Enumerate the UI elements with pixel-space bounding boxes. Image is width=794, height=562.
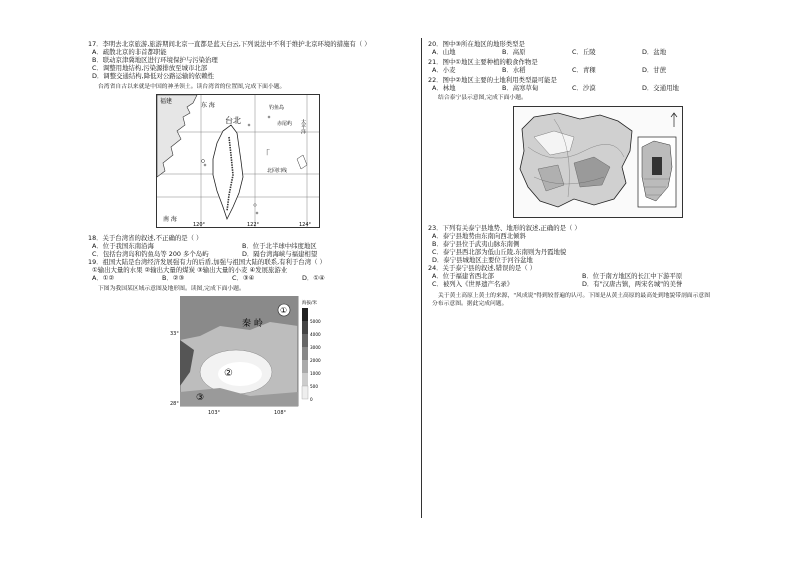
question-24-option-b: B．位于南方地区的长江中下游平原 bbox=[582, 272, 683, 280]
question-21-option-c: C．青稞 bbox=[572, 66, 596, 74]
legend-1000: 1000 bbox=[310, 371, 321, 376]
question-17-option-c: C．调整用地结构,污染源排放至城市北部 bbox=[92, 64, 208, 72]
question-24-options-row2 bbox=[428, 280, 738, 288]
question-23-stem: 23．下列有关泰宁县地势、地形的叙述,正确的是（ ） bbox=[428, 224, 581, 232]
tropic-label: 北回归线 bbox=[267, 168, 288, 174]
question-21-option-d: D．甘蔗 bbox=[642, 66, 667, 74]
question-20-option-a: A．山地 bbox=[432, 48, 456, 56]
question-17-option-a: A．疏散北京的非首都职能 bbox=[92, 48, 167, 56]
question-23-option-a: A．泰宁县地势由东南向西北倾斜 bbox=[432, 232, 526, 240]
south-sea-label: 南 海 bbox=[163, 216, 177, 223]
legend-title: 海拔/米 bbox=[302, 301, 318, 306]
question-18-options-row2 bbox=[88, 250, 413, 258]
column-divider bbox=[421, 38, 422, 518]
legend-500: 500 bbox=[310, 384, 318, 389]
question-22-option-b: B．高寒草甸 bbox=[502, 84, 539, 92]
lon-122-label: 122° bbox=[247, 222, 260, 227]
question-20-option-d: D．盆地 bbox=[642, 48, 667, 56]
legend-0: 0 bbox=[310, 397, 313, 402]
question-24-option-d: D．有"汉唐古镇，两宋名城"的美誉 bbox=[582, 280, 683, 288]
question-19-items: ①输出大量的水果 ②输出大量的煤炭 ③输出大量的小麦 ④发展旅游业 bbox=[92, 266, 288, 274]
region-mark-2: ② bbox=[224, 368, 233, 379]
question-20-option-b: B．高原 bbox=[502, 48, 526, 56]
lat-28-label: 28° bbox=[170, 401, 179, 407]
question-18-options-row1 bbox=[88, 242, 413, 250]
taiwan-location-map bbox=[156, 94, 320, 228]
chiwei-label: 赤尾屿 bbox=[277, 121, 293, 127]
question-17-option-d: D．调整交通结构,降低对公路运输的依赖性 bbox=[92, 72, 214, 80]
question-22-options bbox=[428, 84, 738, 92]
question-24-option-a: A．位于福建省西北部 bbox=[432, 272, 494, 280]
taining-intro: 结合泰宁县示意图,完成下面小题。 bbox=[438, 95, 527, 101]
question-19-option-b: B．②③ bbox=[162, 274, 185, 282]
question-24-option-c: C．被列入《世界遗产名录》 bbox=[432, 280, 514, 288]
taining-map-svg bbox=[514, 107, 682, 217]
lon-124-label: 124° bbox=[299, 222, 312, 227]
region-mark-1: ① bbox=[280, 306, 288, 315]
question-20-option-c: C．丘陵 bbox=[572, 48, 596, 56]
question-19-options bbox=[88, 274, 413, 282]
question-17-stem: 17．李明去北京旅游,旅游期间北京一直都是蓝天白云,下列说法中不利于维护北京环境的措施有（ ） bbox=[88, 40, 371, 48]
question-18-option-c: C．包括台湾岛和钓鱼岛等 200 多个岛屿 bbox=[92, 250, 209, 258]
question-23-option-c: C．泰宁县西北部为低山丘陵,东南则为丹霞地貌 bbox=[432, 248, 567, 256]
question-18-option-b: B．位于北半球中纬度地区 bbox=[242, 242, 317, 250]
question-18-stem: 18．关于台湾省的叙述,不正确的是（ ） bbox=[88, 234, 203, 242]
question-20-stem: 20．图中③所在地区的地形类型是 bbox=[428, 40, 525, 48]
lon-108-label: 108° bbox=[274, 410, 287, 416]
taining-county-map bbox=[513, 106, 683, 218]
question-18-option-d: D．隔台湾海峡与福建相望 bbox=[242, 250, 318, 258]
question-19-option-c: C．③④ bbox=[232, 274, 255, 282]
right-column bbox=[428, 40, 738, 308]
diaoyu-label: 钓鱼岛 bbox=[269, 105, 285, 111]
question-22-option-a: A．林地 bbox=[432, 84, 456, 92]
legend-4000: 4000 bbox=[310, 332, 321, 337]
question-23-option-b: B．泰宁县位于武夷山脉东南侧 bbox=[432, 240, 520, 248]
legend-5000: 5000 bbox=[310, 319, 321, 324]
question-21-option-a: A．小麦 bbox=[432, 66, 456, 74]
question-17-option-b: B．联动京津冀地区进行环境保护与污染治理 bbox=[92, 56, 218, 64]
question-19-option-d: D．①④ bbox=[302, 274, 325, 282]
question-24-options-row1 bbox=[428, 272, 738, 280]
topographic-map-svg bbox=[180, 296, 328, 410]
loess-intro-line2: 分布示意图。据此完成问题。 bbox=[432, 301, 508, 307]
left-column bbox=[88, 40, 413, 416]
question-22-stem: 22．图中②地区主要的土地利用类型最可能是 bbox=[428, 76, 557, 84]
question-20-options bbox=[428, 48, 738, 56]
question-22-option-d: D．交通用地 bbox=[642, 84, 679, 92]
question-21-option-b: B．水稻 bbox=[502, 66, 526, 74]
question-21-stem: 21．图中①地区主要种植的粮食作物是 bbox=[428, 58, 538, 66]
east-sea-label: 东 海 bbox=[201, 102, 215, 109]
fujian-label: 福建 bbox=[160, 98, 173, 105]
question-23-option-d: D．泰宁县城地区主要位于河谷盆地 bbox=[432, 256, 533, 264]
island-mark: 「 bbox=[261, 150, 271, 160]
question-19-option-a: A．①② bbox=[92, 274, 115, 282]
region-mark-3: ③ bbox=[196, 393, 205, 403]
lat-33-label: 33° bbox=[170, 331, 179, 337]
taiwan-map-svg bbox=[157, 95, 319, 227]
taiwan-intro: 台湾省自古以来就是中国的神圣领土。读台湾省的位置图,完成下面小题。 bbox=[98, 84, 286, 90]
question-19-stem: 19．祖国大陆是台湾经济发展强有力的后盾,加强与祖国大陆的联系,有利于台湾（ ） bbox=[88, 258, 326, 266]
taibei-label: 台北 bbox=[225, 116, 241, 125]
qinling-label: 秦 岭 bbox=[242, 319, 263, 329]
loess-intro-line1: 关于黄土高原上黄土的来源，"风成说"得到较普遍的认可。下图是从黄土高原的最高处到地貌带剖面示意图 bbox=[438, 293, 710, 299]
topographic-map bbox=[170, 296, 328, 416]
question-22-option-c: C．沙漠 bbox=[572, 84, 596, 92]
legend-3000: 3000 bbox=[310, 345, 321, 350]
question-18-option-a: A．位于我国东南沿海 bbox=[92, 242, 154, 250]
lon-120-label: 120° bbox=[193, 222, 206, 227]
lon-103-label: 103° bbox=[208, 410, 221, 416]
map2-intro: 下图为我国某区域示意图及地形图。读图,完成下面小题。 bbox=[98, 286, 245, 292]
legend-2000: 2000 bbox=[310, 358, 321, 363]
question-24-stem: 24．关于泰宁县的叙述,错误的是（ ） bbox=[428, 264, 537, 272]
question-21-options bbox=[428, 66, 738, 74]
pacific-label: 太平洋 bbox=[300, 119, 306, 134]
